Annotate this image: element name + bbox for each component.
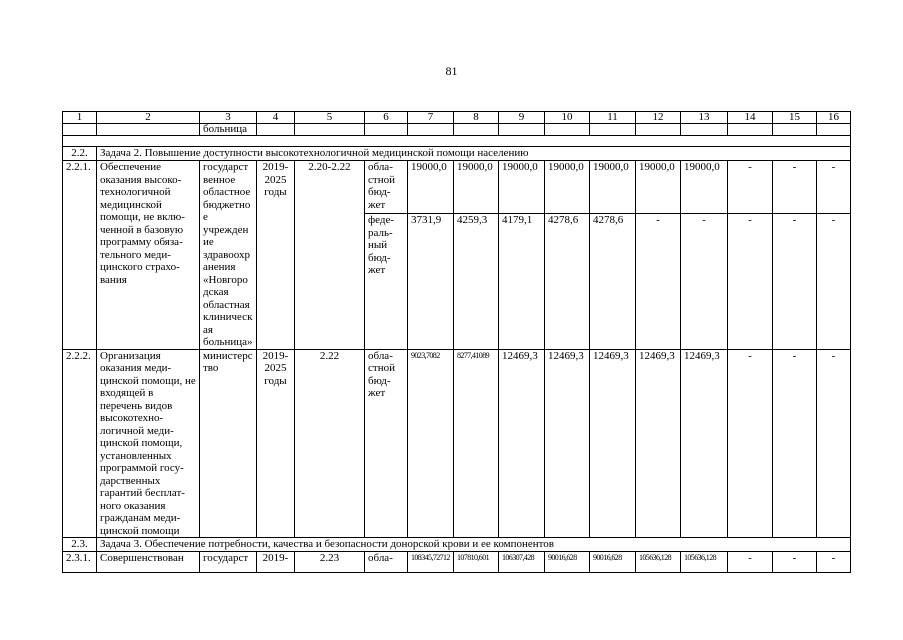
value-cell: 4259,3 [454, 214, 499, 349]
header-cell: 15 [773, 112, 817, 124]
value-cell: - [817, 214, 851, 349]
value-cell: 12469,3 [681, 349, 728, 538]
period: 2019- [257, 552, 295, 573]
task-row [63, 538, 851, 552]
value-cell: 12469,3 [636, 349, 681, 538]
header-cell: 12 [636, 112, 681, 124]
value-cell: 19000,0 [499, 161, 545, 214]
header-cell: 13 [681, 112, 728, 124]
spacer-row [63, 136, 851, 147]
executor: государственное областное бюджетное учреждение здравоохранения «Новгородская областная клиническая больница» [200, 161, 257, 350]
header-cell: 3 [200, 112, 257, 124]
value-cell: 90016,628 [590, 552, 636, 573]
value-cell: 12469,3 [499, 349, 545, 538]
value-cell: - [817, 552, 851, 573]
continuation-row [63, 124, 851, 136]
value-cell: 12469,3 [545, 349, 590, 538]
value-cell: - [681, 214, 728, 349]
header-cell: 5 [295, 112, 365, 124]
value-cell: - [773, 552, 817, 573]
header-cell: 8 [454, 112, 499, 124]
value-cell: 19000,0 [454, 161, 499, 214]
value-cell: - [773, 161, 817, 214]
value-cell: 107810,601 [454, 552, 499, 573]
value-cell: - [728, 552, 773, 573]
period: 2019-2025 годы [257, 161, 295, 350]
value-cell: 105636,128 [636, 552, 681, 573]
target-indicator: 2.22 [295, 349, 365, 538]
table-row [63, 552, 851, 573]
header-cell: 16 [817, 112, 851, 124]
funding-source: обла- [365, 552, 408, 573]
value-cell: - [817, 349, 851, 538]
value-cell: - [728, 349, 773, 538]
target-indicator: 2.20-2.22 [295, 161, 365, 350]
header-cell: 4 [257, 112, 295, 124]
funding-source: обла-стной бюд-жет [365, 349, 408, 538]
value-cell: - [728, 214, 773, 349]
value-cell: 3731,9 [408, 214, 454, 349]
value-cell: 108345,72712 [408, 552, 454, 573]
value-cell: - [773, 214, 817, 349]
value-cell: 8277,41089 [454, 349, 499, 538]
value-cell: 106307,428 [499, 552, 545, 573]
value-cell: 12469,3 [590, 349, 636, 538]
header-cell: 7 [408, 112, 454, 124]
value-cell: - [773, 349, 817, 538]
value-cell: 4278,6 [590, 214, 636, 349]
page-number: 81 [445, 64, 458, 78]
target-indicator: 2.23 [295, 552, 365, 573]
value-cell: - [636, 214, 681, 349]
value-cell: 19000,0 [545, 161, 590, 214]
row-number: 2.3.1. [63, 552, 97, 573]
task-row [63, 147, 851, 161]
value-cell: 19000,0 [590, 161, 636, 214]
measure-name: Обеспечение оказания высоко-технологичной медицинской помощи, не вклю-ченной в базовую программу обяза-тельного меди-цинского страхо-вания [97, 161, 200, 350]
funding-source: обла-стной бюд-жет [365, 161, 408, 214]
period: 2019-2025 годы [257, 349, 295, 538]
program-table [62, 111, 851, 573]
header-cell: 9 [499, 112, 545, 124]
table-row [63, 349, 851, 538]
value-cell: 90016,628 [545, 552, 590, 573]
task-number: 2.2. [63, 147, 97, 161]
value-cell: 19000,0 [408, 161, 454, 214]
task-number: 2.3. [63, 538, 97, 552]
value-cell: 4278,6 [545, 214, 590, 349]
header-cell: 11 [590, 112, 636, 124]
task-title: Задача 2. Повышение доступности высокотехнологичной медицинской помощи населению [97, 147, 851, 161]
value-cell: 105636,128 [681, 552, 728, 573]
measure-name: Совершенствован [97, 552, 200, 573]
value-cell: - [728, 161, 773, 214]
value-cell: 19000,0 [636, 161, 681, 214]
table-row [63, 161, 851, 214]
header-row [63, 112, 851, 124]
task-title: Задача 3. Обеспечение потребности, качества и безопасности донорской крови и ее компонентов [97, 538, 851, 552]
executor: государст [200, 552, 257, 573]
value-cell: 4179,1 [499, 214, 545, 349]
row-number: 2.2.2. [63, 349, 97, 538]
header-cell: 2 [97, 112, 200, 124]
value-cell: - [817, 161, 851, 214]
row-number: 2.2.1. [63, 161, 97, 350]
funding-source: феде-раль-ный бюд-жет [365, 214, 408, 349]
continuation-executor: больница [200, 124, 257, 136]
header-cell: 6 [365, 112, 408, 124]
header-cell: 10 [545, 112, 590, 124]
value-cell: 19000,0 [681, 161, 728, 214]
header-cell: 14 [728, 112, 773, 124]
value-cell: 9023,7082 [408, 349, 454, 538]
header-cell: 1 [63, 112, 97, 124]
executor: министерство [200, 349, 257, 538]
measure-name: Организация оказания меди-цинской помощи, не входящей в перечень видов высокотехно-логичной меди-цинской помощи, установленных программой госу-дарственных гарантий бесплат-ного оказания гражданам меди-цинской помощи [97, 349, 200, 538]
